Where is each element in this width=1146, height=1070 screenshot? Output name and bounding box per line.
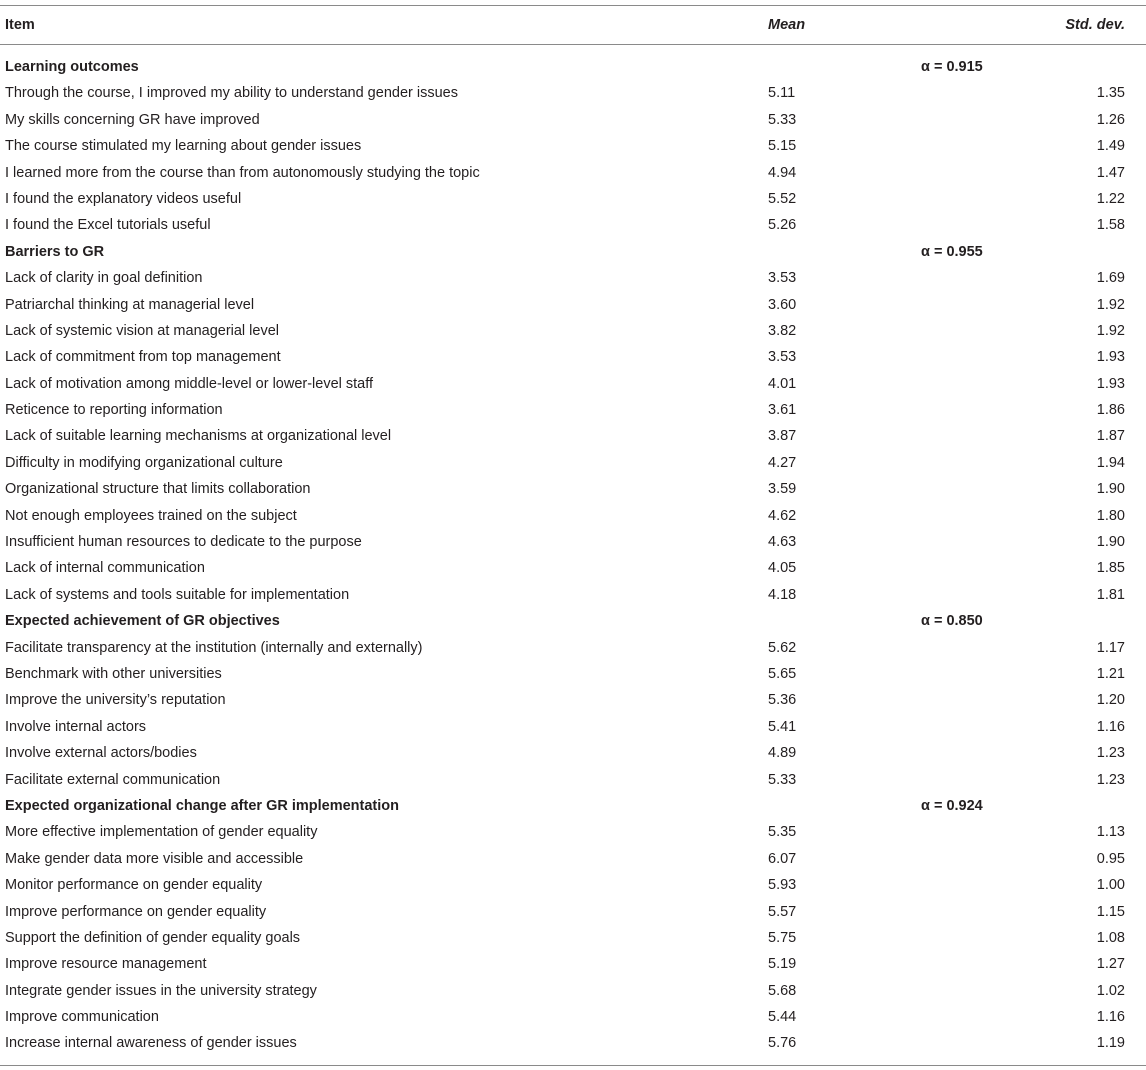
item-label: Not enough employees trained on the subject bbox=[5, 507, 297, 524]
mean-value: 4.18 bbox=[768, 586, 797, 603]
item-label: Increase internal awareness of gender issues bbox=[5, 1035, 297, 1052]
mean-value: 5.35 bbox=[768, 824, 797, 841]
section-title: Expected achievement of GR objectives bbox=[5, 613, 280, 630]
table-body bbox=[0, 54, 1146, 1057]
mean-value: 5.11 bbox=[768, 85, 796, 102]
item-label: Improve the university’s reputation bbox=[5, 692, 226, 709]
std-dev-value: 1.69 bbox=[1096, 270, 1125, 287]
mean-value: 5.33 bbox=[768, 111, 797, 128]
cronbach-alpha: α = 0.924 bbox=[921, 797, 983, 814]
std-dev-value: 1.21 bbox=[1096, 665, 1125, 682]
std-dev-value: 1.87 bbox=[1096, 428, 1125, 445]
std-dev-value: 1.16 bbox=[1096, 1009, 1125, 1026]
table-row bbox=[0, 978, 1146, 1004]
mean-value: 4.94 bbox=[768, 164, 797, 181]
std-dev-value: 1.23 bbox=[1096, 771, 1125, 788]
item-label: Improve resource management bbox=[5, 956, 207, 973]
mean-value: 4.89 bbox=[768, 745, 797, 762]
mean-value: 5.65 bbox=[768, 665, 797, 682]
table-row bbox=[0, 635, 1146, 661]
table-row bbox=[0, 318, 1146, 344]
item-label: Involve external actors/bodies bbox=[5, 745, 197, 762]
item-label: I found the explanatory videos useful bbox=[5, 190, 242, 207]
item-label: Involve internal actors bbox=[5, 718, 147, 735]
table-row bbox=[0, 133, 1146, 159]
item-label: Organizational structure that limits collaboration bbox=[5, 481, 311, 498]
item-label: Insufficient human resources to dedicate to the purpose bbox=[5, 534, 362, 551]
item-label: Integrate gender issues in the university strategy bbox=[5, 982, 317, 999]
table-row bbox=[0, 872, 1146, 898]
item-label: Lack of systems and tools suitable for implementation bbox=[5, 586, 350, 603]
item-label: Lack of clarity in goal definition bbox=[5, 270, 203, 287]
table-row bbox=[0, 661, 1146, 687]
item-label: Difficulty in modifying organizational culture bbox=[5, 454, 283, 471]
mean-value: 4.01 bbox=[768, 375, 797, 392]
item-label: Lack of internal communication bbox=[5, 560, 205, 577]
std-dev-value: 1.20 bbox=[1096, 692, 1125, 709]
mean-value: 3.53 bbox=[768, 349, 797, 366]
mean-value: 5.68 bbox=[768, 982, 797, 999]
table-row bbox=[0, 423, 1146, 449]
item-label: The course stimulated my learning about gender issues bbox=[5, 138, 362, 155]
item-label: Through the course, I improved my ability to understand gender issues bbox=[5, 85, 458, 102]
item-label: Monitor performance on gender equality bbox=[5, 877, 263, 894]
std-dev-value: 1.19 bbox=[1096, 1035, 1125, 1052]
cronbach-alpha: α = 0.850 bbox=[921, 613, 983, 630]
std-dev-value: 1.90 bbox=[1096, 481, 1125, 498]
mean-value: 6.07 bbox=[768, 850, 797, 867]
std-dev-value: 1.80 bbox=[1096, 507, 1125, 524]
item-label: My skills concerning GR have improved bbox=[5, 111, 260, 128]
item-label: Support the definition of gender equality goals bbox=[5, 929, 301, 946]
std-dev-value: 1.92 bbox=[1096, 322, 1125, 339]
table-row bbox=[0, 714, 1146, 740]
table-row bbox=[0, 80, 1146, 106]
std-dev-value: 1.08 bbox=[1096, 929, 1125, 946]
item-label: Lack of motivation among middle-level or lower-level staff bbox=[5, 375, 374, 392]
std-dev-value: 1.17 bbox=[1096, 639, 1125, 656]
mean-value: 5.76 bbox=[768, 1035, 797, 1052]
item-label: Make gender data more visible and accessible bbox=[5, 850, 304, 867]
table-row bbox=[0, 344, 1146, 370]
item-label: More effective implementation of gender equality bbox=[5, 824, 318, 841]
table-row bbox=[0, 529, 1146, 555]
std-dev-value: 1.23 bbox=[1096, 745, 1125, 762]
mean-value: 5.57 bbox=[768, 903, 797, 920]
item-label: Lack of suitable learning mechanisms at organizational level bbox=[5, 428, 392, 445]
std-dev-value: 1.16 bbox=[1096, 718, 1125, 735]
cronbach-alpha: α = 0.915 bbox=[921, 59, 983, 75]
mean-value: 3.53 bbox=[768, 270, 797, 287]
std-dev-value: 1.93 bbox=[1096, 349, 1125, 366]
std-dev-value: 0.95 bbox=[1096, 850, 1125, 867]
item-label: Reticence to reporting information bbox=[5, 402, 223, 419]
table-row bbox=[0, 555, 1146, 581]
mean-value: 5.33 bbox=[768, 771, 797, 788]
std-dev-value: 1.26 bbox=[1096, 111, 1125, 128]
table-row bbox=[0, 160, 1146, 186]
mean-value: 3.59 bbox=[768, 481, 797, 498]
std-dev-value: 1.27 bbox=[1096, 956, 1125, 973]
section-header-row bbox=[0, 239, 1146, 265]
table-row bbox=[0, 1004, 1146, 1030]
std-dev-value: 1.47 bbox=[1096, 164, 1125, 181]
std-dev-value: 1.13 bbox=[1096, 824, 1125, 841]
section-header-row bbox=[0, 793, 1146, 819]
mean-value: 5.41 bbox=[768, 718, 797, 735]
std-dev-value: 1.86 bbox=[1096, 402, 1125, 419]
table-row bbox=[0, 1030, 1146, 1056]
item-label: Benchmark with other universities bbox=[5, 665, 222, 682]
std-dev-value: 1.94 bbox=[1096, 454, 1125, 471]
std-dev-value: 1.90 bbox=[1096, 534, 1125, 551]
mean-value: 4.63 bbox=[768, 534, 797, 551]
item-label: Improve communication bbox=[5, 1009, 159, 1026]
std-dev-value: 1.35 bbox=[1096, 85, 1125, 102]
table-top-rule bbox=[0, 5, 1146, 6]
item-label: Improve performance on gender equality bbox=[5, 903, 267, 920]
table-row bbox=[0, 951, 1146, 977]
std-dev-value: 1.22 bbox=[1096, 190, 1125, 207]
std-dev-value: 1.15 bbox=[1096, 903, 1125, 920]
mean-value: 5.52 bbox=[768, 190, 797, 207]
item-label: I learned more from the course than from autonomously studying the topic bbox=[5, 164, 480, 181]
table-row bbox=[0, 450, 1146, 476]
std-dev-value: 1.49 bbox=[1096, 138, 1125, 155]
column-header-mean: Mean bbox=[768, 17, 806, 33]
mean-value: 5.93 bbox=[768, 877, 797, 894]
item-label: Patriarchal thinking at managerial level bbox=[5, 296, 255, 313]
item-label: Lack of systemic vision at managerial level bbox=[5, 322, 280, 339]
header-rule bbox=[0, 44, 1146, 45]
table-row bbox=[0, 186, 1146, 212]
item-label: Lack of commitment from top management bbox=[5, 349, 281, 366]
column-header-item: Item bbox=[5, 17, 35, 33]
mean-value: 3.87 bbox=[768, 428, 797, 445]
table-row bbox=[0, 767, 1146, 793]
mean-value: 3.60 bbox=[768, 296, 797, 313]
mean-value: 4.27 bbox=[768, 454, 797, 471]
mean-value: 5.15 bbox=[768, 138, 797, 155]
mean-value: 5.44 bbox=[768, 1009, 797, 1026]
table-row bbox=[0, 582, 1146, 608]
mean-value: 4.05 bbox=[768, 560, 797, 577]
mean-value: 5.75 bbox=[768, 929, 797, 946]
table-row bbox=[0, 292, 1146, 318]
item-label: Facilitate external communication bbox=[5, 771, 221, 788]
table-row bbox=[0, 503, 1146, 529]
column-header-std-dev: Std. dev. bbox=[1065, 17, 1125, 33]
table-row bbox=[0, 819, 1146, 845]
table-row bbox=[0, 687, 1146, 713]
mean-value: 3.82 bbox=[768, 322, 797, 339]
mean-value: 3.61 bbox=[768, 402, 797, 419]
table-bottom-rule bbox=[0, 1065, 1146, 1066]
section-header-row bbox=[0, 54, 1146, 80]
table-row bbox=[0, 476, 1146, 502]
mean-value: 5.19 bbox=[768, 956, 797, 973]
table-row bbox=[0, 846, 1146, 872]
std-dev-value: 1.00 bbox=[1096, 877, 1125, 894]
std-dev-value: 1.93 bbox=[1096, 375, 1125, 392]
table-row bbox=[0, 212, 1146, 238]
section-title: Barriers to GR bbox=[5, 243, 105, 260]
item-label: Facilitate transparency at the institution (internally and externally) bbox=[5, 639, 423, 656]
std-dev-value: 1.58 bbox=[1096, 217, 1125, 234]
table-row bbox=[0, 397, 1146, 423]
table-row bbox=[0, 899, 1146, 925]
std-dev-value: 1.85 bbox=[1096, 560, 1125, 577]
section-header-row bbox=[0, 608, 1146, 634]
mean-value: 5.36 bbox=[768, 692, 797, 709]
item-label: I found the Excel tutorials useful bbox=[5, 217, 211, 234]
table-row bbox=[0, 107, 1146, 133]
std-dev-value: 1.02 bbox=[1096, 982, 1125, 999]
table-row bbox=[0, 265, 1146, 291]
mean-value: 5.62 bbox=[768, 639, 797, 656]
mean-value: 4.62 bbox=[768, 507, 797, 524]
std-dev-value: 1.81 bbox=[1096, 586, 1125, 603]
section-title: Expected organizational change after GR implementation bbox=[5, 797, 399, 814]
cronbach-alpha: α = 0.955 bbox=[921, 243, 983, 260]
table-row bbox=[0, 371, 1146, 397]
table-row bbox=[0, 740, 1146, 766]
section-title: Learning outcomes bbox=[5, 59, 139, 75]
std-dev-value: 1.92 bbox=[1096, 296, 1125, 313]
table-row bbox=[0, 925, 1146, 951]
mean-value: 5.26 bbox=[768, 217, 797, 234]
